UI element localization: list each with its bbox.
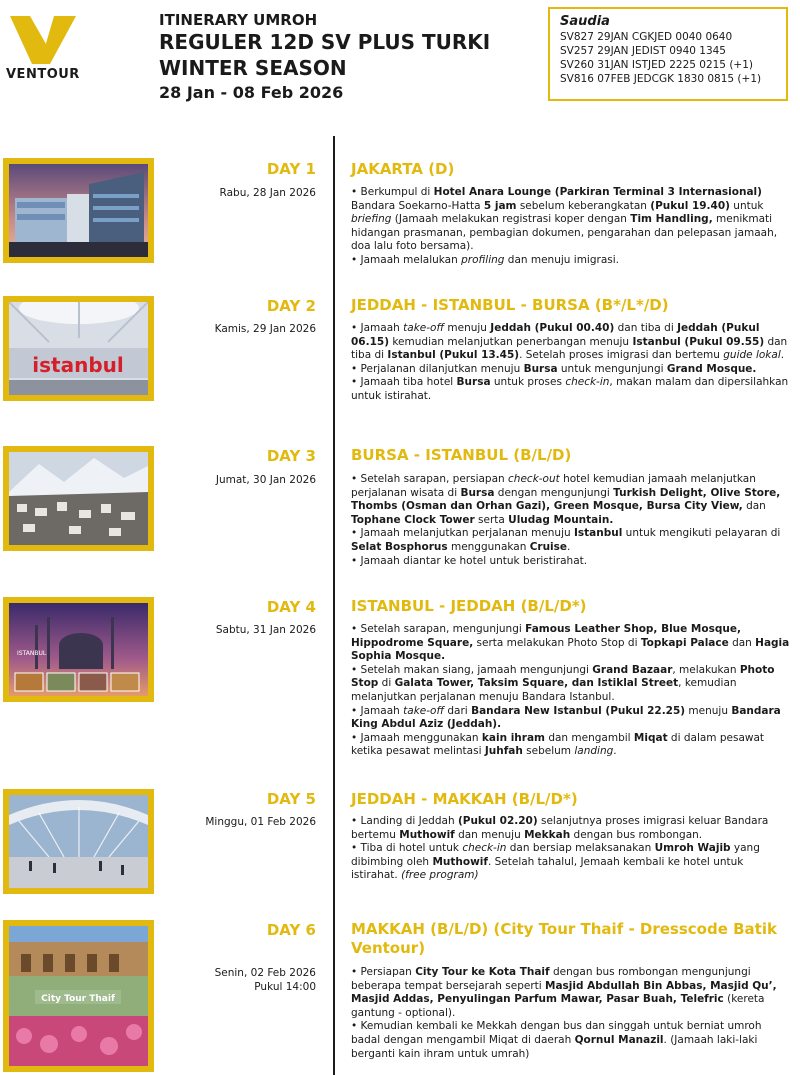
day-5-label: DAY 5 xyxy=(266,790,316,808)
day-2-description xyxy=(351,322,791,404)
flight-line: SV260 31JAN ISTJED 2225 0215 (+1) xyxy=(560,59,753,71)
description-paragraph: • Berkumpul di Hotel Anara Lounge (Parkiran Terminal 3 Internasional) Bandara Soekarno-Hatta 5 jam sebelum keberangkatan (Pukul 19.40) untuk briefing (Jamaah melakukan registrasi koper dengan Tim Handling, menikmati hidangan prasmanan, pembagian dokumen, pengarahan dan pelepasan jamaah, doa lalu foto bersama). xyxy=(351,186,778,253)
title-line-3: WINTER SEASON xyxy=(159,56,347,80)
day-4-title: ISTANBUL - JEDDAH (B/L/D*) xyxy=(351,597,587,615)
day-3-description xyxy=(351,473,791,568)
day-5-title: JEDDAH - MAKKAH (B/L/D*) xyxy=(351,790,578,808)
day-4-description xyxy=(351,623,791,759)
bursa-winter-city-photo xyxy=(9,452,148,545)
day-1-label: DAY 1 xyxy=(266,160,316,178)
day-6-description xyxy=(351,966,791,1061)
description-paragraph: • Jamaah diantar ke hotel untuk beristirahat. xyxy=(351,554,588,567)
flight-line: SV257 29JAN JEDIST 0940 1345 xyxy=(560,45,726,57)
brand-name: VENTOUR xyxy=(6,67,80,82)
brand-logo xyxy=(6,14,82,82)
description-paragraph: • Setelah sarapan, mengunjungi Famous Leather Shop, Blue Mosque, Hippodrome Square, serta melakukan Photo Stop di Topkapi Palace dan Hagia Sophia Mosque. xyxy=(351,623,790,663)
day-6-photo xyxy=(3,920,154,1072)
istanbul-caption-text: ISTANBUL xyxy=(17,650,47,657)
day-5-description xyxy=(351,815,791,883)
description-paragraph: • Jamaah melanjutkan perjalanan menuju Istanbul untuk mengikuti pelayaran di Selat Bosphorus menggunakan Cruise. xyxy=(351,527,781,553)
istanbul-sign-text: istanbul xyxy=(32,353,124,377)
day-3-photo xyxy=(3,446,154,551)
day-5-date: Minggu, 01 Feb 2026 xyxy=(205,816,316,828)
blue-mosque-collage-photo xyxy=(9,603,148,696)
day-5-photo xyxy=(3,789,154,894)
description-paragraph: • Jamaah take-off dari Bandara New Istanbul (Pukul 22.25) menuju Bandara King Abdul Aziz (Jeddah). xyxy=(351,704,781,731)
description-paragraph: • Jamaah menggunakan kain ihram dan mengambil Miqat di dalam pesawat ketika pesawat melintasi Juhfah sebelum landing. xyxy=(351,731,765,758)
description-paragraph: • Jamaah take-off menuju Jeddah (Pukul 00.40) dan tiba di Jeddah (Pukul 06.15) kemudian melanjutkan penerbangan menuju Istanbul (Pukul 09.55) dan tiba di Istanbul (Pukul 13.45). Setelah proses imigrasi dan bertemu guide lokal. xyxy=(351,322,788,362)
day-1-photo xyxy=(3,158,154,263)
description-paragraph: • Setelah sarapan, persiapan check-out hotel kemudian jamaah melanjutkan perjalanan wisata di Bursa dengan mengunjungi Turkish Delight, Olive Store, Thombs (Osman dan Orhan Gazi), Green Mosque, Bursa City View, dan Tophane Clock Tower serta Uludag Mountain. xyxy=(351,473,781,526)
day-4-photo xyxy=(3,597,154,702)
description-paragraph: • Perjalanan dilanjutkan menuju Bursa untuk mengunjungi Grand Mosque. xyxy=(351,362,757,375)
day-6-date: Senin, 02 Feb 2026 xyxy=(214,967,316,979)
day-6-title: MAKKAH (B/L/D) (City Tour Thaif - Dresscode Batik Ventour) xyxy=(351,920,777,957)
day-6-label: DAY 6 xyxy=(266,921,316,939)
description-paragraph: • Setelah makan siang, jamaah mengunjungi Grand Bazaar, melakukan Photo Stop di Galata Tower, Taksim Square, dan Istiklal Street, kemudian melanjutkan perjalanan menuju Bandara Istanbul. xyxy=(351,663,775,703)
day-2-label: DAY 2 xyxy=(266,297,316,315)
city-tour-caption-text: City Tour Thaif xyxy=(41,994,115,1004)
description-paragraph: • Jamaah melalukan profiling dan menuju imigrasi. xyxy=(351,253,619,266)
day-4-date: Sabtu, 31 Jan 2026 xyxy=(215,624,316,636)
day-2-date: Kamis, 29 Jan 2026 xyxy=(214,323,316,335)
ventour-v-logo-icon xyxy=(10,14,76,66)
description-paragraph: • Jamaah tiba hotel Bursa untuk proses check-in, makan malam dan dipersilahkan untuk istirahat. xyxy=(351,376,789,402)
day-1-date: Rabu, 28 Jan 2026 xyxy=(219,187,316,199)
day-3-label: DAY 3 xyxy=(266,447,316,465)
itinerary-title-block xyxy=(159,11,539,104)
flight-line: SV816 07FEB JEDCGK 1830 0815 (+1) xyxy=(560,73,762,85)
thaif-city-tour-collage-photo xyxy=(9,926,148,1066)
description-paragraph: • Landing di Jeddah (Pukul 02.20) selanjutnya proses imigrasi keluar Bandara bertemu Muthowif dan menuju Mekkah dengan bus rombongan. xyxy=(351,815,769,841)
hotel-building-photo xyxy=(9,164,148,257)
timeline-divider xyxy=(333,136,335,1075)
day-6-time: Pukul 14:00 xyxy=(254,981,316,993)
airline-name: Saudia xyxy=(560,14,610,29)
day-1-title: JAKARTA (D) xyxy=(351,160,455,178)
trip-dates: 28 Jan - 08 Feb 2026 xyxy=(159,83,344,102)
description-paragraph: • Persiapan City Tour ke Kota Thaif dengan bus rombongan mengunjungi beberapa tempat bersejarah seperti Masjid Abdullah Bin Abbas, Masjid Qu’, Masjid Addas, Penyulingan Parfum Mawar, Pasar Buah, Telefric (kereta gantung - optional). xyxy=(351,966,777,1019)
flight-info-box xyxy=(548,7,788,101)
day-2-photo xyxy=(3,296,154,401)
day-4-label: DAY 4 xyxy=(266,598,316,616)
title-line-1: ITINERARY UMROH xyxy=(159,11,318,29)
description-paragraph: • Tiba di hotel untuk check-in dan bersiap melaksanakan Umroh Wajib yang dibimbing oleh Muthowif. Setelah tahalul, Jemaah kembali ke hotel untuk istirahat. (free program) xyxy=(351,842,760,882)
description-paragraph: • Kemudian kembali ke Mekkah dengan bus dan singgah untuk berniat umroh badal dengan mengambil Miqat di daerah Qornul Manazil. (Jamaah laki-laki berganti kain ihram untuk umrah) xyxy=(351,1020,762,1060)
day-1-description xyxy=(351,186,791,268)
day-3-title: BURSA - ISTANBUL (B/L/D) xyxy=(351,446,572,464)
istanbul-airport-photo xyxy=(9,302,148,395)
jeddah-airport-terminal-photo xyxy=(9,795,148,888)
day-2-title: JEDDAH - ISTANBUL - BURSA (B*/L*/D) xyxy=(351,296,669,314)
day-3-date: Jumat, 30 Jan 2026 xyxy=(215,474,316,486)
title-line-2: REGULER 12D SV PLUS TURKI xyxy=(159,30,491,54)
flight-line: SV827 29JAN CGKJED 0040 0640 xyxy=(560,31,733,43)
